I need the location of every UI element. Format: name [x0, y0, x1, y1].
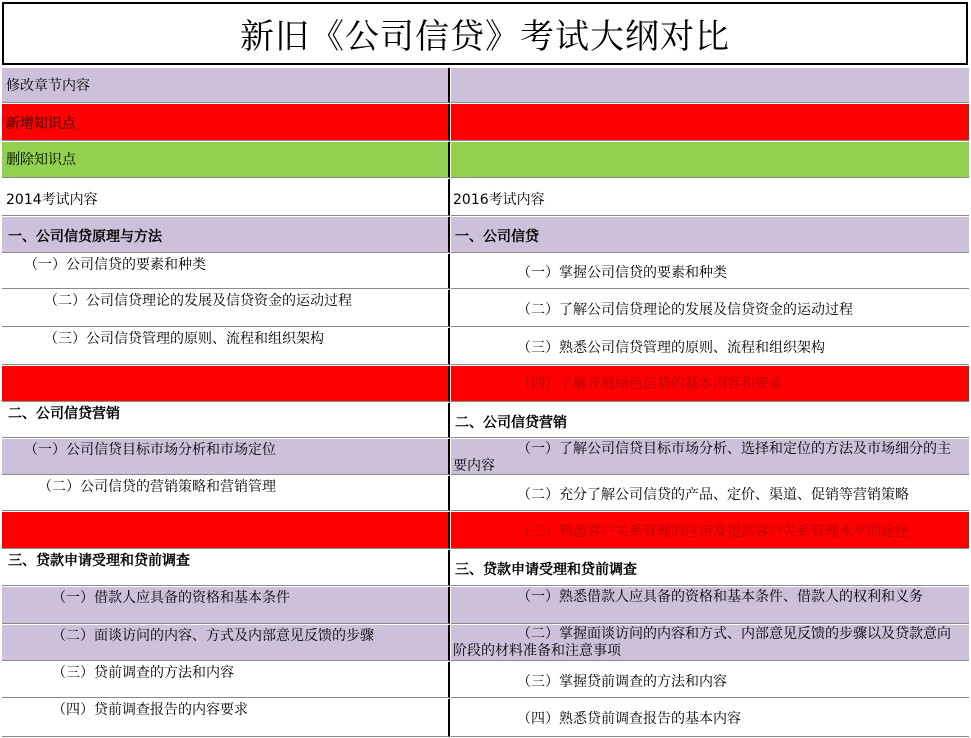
legend-added-cell[interactable]	[2, 104, 450, 141]
legend-added-swatch[interactable]	[451, 104, 969, 141]
row-6-2014[interactable]	[2, 476, 450, 511]
row-10-2014[interactable]	[2, 662, 450, 698]
row-3-2014-text: （三）公司信贷管理的原则、流程和组织架构	[44, 331, 324, 347]
chapter-1-2014-text: 一、公司信贷原理与方法	[8, 229, 162, 245]
row-10-2016-text: （三）掌握贷前调查的方法和内容	[517, 674, 727, 690]
row-2-2016-text: （二）了解公司信贷理论的发展及信贷资金的运动过程	[517, 302, 853, 318]
row-3-2016-text: （三）熟悉公司信贷管理的原则、流程和组织架构	[517, 340, 825, 356]
chapter-2-2016[interactable]	[451, 403, 969, 438]
row-11-2016[interactable]	[451, 699, 969, 737]
chapter-3-2016-text: 三、贷款申请受理和贷前调查	[455, 562, 637, 578]
row-5-2016-text: （一）了解公司信贷目标市场分析、选择和定位的方法及市场细分的主要内容	[453, 441, 951, 474]
chapter-3-2016[interactable]	[451, 550, 969, 586]
row-8-2016-text: （一）熟悉借款人应具备的资格和基本条件、借款人的权利和义务	[517, 589, 923, 605]
row-4-2014[interactable]	[2, 366, 450, 402]
row-7-2016-text: （三）熟悉客户关系管理的应用及提高客户关系管理水平的途径	[517, 524, 909, 540]
row-9-2014[interactable]	[2, 625, 450, 661]
row-9-2016-text: （二）掌握面谈访问的内容和方式、内部意见反馈的步骤以及贷款意向阶段的材料准备和注意事项	[453, 626, 951, 659]
chapter-1-2016-text: 一、公司信贷	[455, 229, 539, 245]
row-11-2016-text: （四）熟悉贷前调查报告的基本内容	[517, 711, 741, 727]
legend-modified-label: 修改章节内容	[6, 78, 90, 94]
row-1-2016[interactable]	[451, 254, 969, 289]
header-2016-label: 2016考试内容	[453, 192, 545, 208]
row-3-2014[interactable]	[2, 328, 450, 365]
row-9-2014-text: （二）面谈访问的内容、方式及内部意见反馈的步骤	[52, 628, 374, 644]
row-5-2016[interactable]	[451, 439, 969, 475]
row-4-2016-text: （四）了解开展绿色信贷的基本内容和要求	[517, 376, 783, 392]
chapter-2-2016-text: 二、公司信贷营销	[455, 415, 567, 431]
legend-deleted-label: 删除知识点	[6, 152, 76, 168]
row-8-2016[interactable]	[451, 587, 969, 624]
row-5-2014[interactable]	[2, 439, 450, 475]
row-8-2014-text: （一）借款人应具备的资格和基本条件	[52, 590, 290, 606]
chapter-1-2014[interactable]	[2, 217, 450, 253]
header-2016[interactable]	[451, 179, 969, 216]
row-1-2016-text: （一）掌握公司信贷的要素和种类	[517, 265, 727, 281]
row-2-2014[interactable]	[2, 290, 450, 327]
row-7-2016[interactable]	[451, 512, 969, 549]
legend-added-label: 新增知识点	[6, 116, 76, 132]
row-1-2014[interactable]	[2, 254, 450, 289]
legend-deleted-swatch[interactable]	[451, 142, 969, 178]
row-6-2014-text: （二）公司信贷的营销策略和营销管理	[38, 479, 276, 495]
chapter-2-2014-text: 二、公司信贷营销	[8, 406, 120, 422]
page-title: 新旧《公司信贷》考试大纲对比	[2, 2, 968, 65]
row-1-2014-text: （一）公司信贷的要素和种类	[24, 257, 206, 273]
row-5-2014-text: （一）公司信贷目标市场分析和市场定位	[24, 442, 276, 458]
row-10-2016[interactable]	[451, 662, 969, 698]
chapter-3-2014[interactable]	[2, 550, 450, 586]
row-2-2014-text: （二）公司信贷理论的发展及信贷资金的运动过程	[44, 293, 352, 309]
row-10-2014-text: （三）贷前调查的方法和内容	[52, 665, 234, 681]
chapter-2-2014[interactable]	[2, 403, 450, 438]
header-2014[interactable]	[2, 179, 450, 216]
legend-modified-swatch[interactable]	[451, 68, 969, 103]
row-6-2016-text: （二）充分了解公司信贷的产品、定价、渠道、促销等营销策略	[517, 487, 909, 503]
row-11-2014-text: （四）贷前调查报告的内容要求	[52, 702, 248, 718]
legend-modified-cell[interactable]	[2, 68, 450, 103]
row-3-2016[interactable]	[451, 328, 969, 365]
chapter-1-2016[interactable]	[451, 217, 969, 253]
row-9-2016[interactable]	[451, 625, 969, 661]
header-2014-label: 2014考试内容	[6, 192, 98, 208]
row-6-2016[interactable]	[451, 476, 969, 511]
row-11-2014[interactable]	[2, 699, 450, 737]
row-7-2014[interactable]	[2, 512, 450, 549]
chapter-3-2014-text: 三、贷款申请受理和贷前调查	[8, 553, 190, 569]
legend-deleted-cell[interactable]	[2, 142, 450, 178]
row-2-2016[interactable]	[451, 290, 969, 327]
row-4-2016[interactable]	[451, 366, 969, 402]
row-8-2014[interactable]	[2, 587, 450, 624]
